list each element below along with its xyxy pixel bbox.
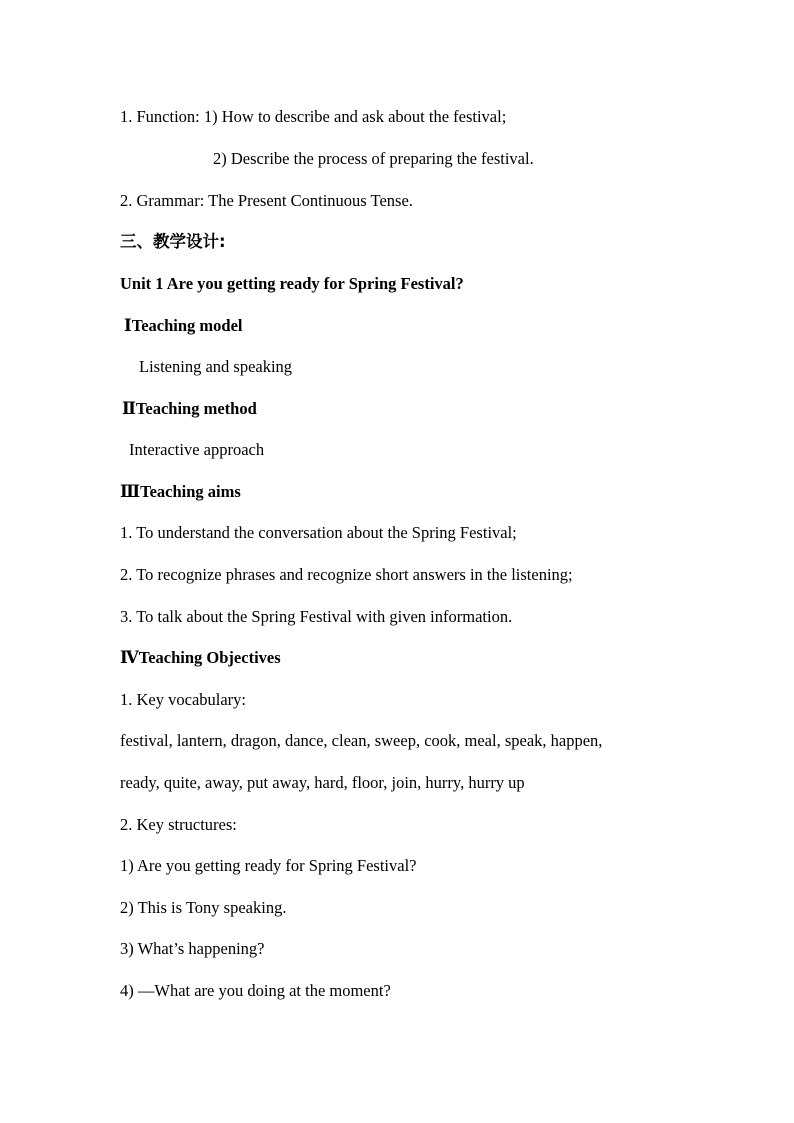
structure-item: 2) This is Tony speaking. — [120, 898, 287, 917]
teaching-aim-item: 3. To talk about the Spring Festival with given information. — [120, 607, 513, 626]
section-heading: 三、教学设计: — [120, 232, 226, 251]
structure-item: 4) —What are you doing at the moment? — [120, 981, 391, 1000]
structure-item: 3) What’s happening? — [120, 939, 265, 958]
teaching-model-content: Listening and speaking — [139, 357, 293, 376]
teaching-model-heading: ⅠTeaching model — [124, 316, 243, 335]
teaching-objectives-heading: ⅣTeaching Objectives — [120, 648, 281, 667]
teaching-method-heading: ⅡTeaching method — [122, 399, 257, 418]
vocab-line: ready, quite, away, put away, hard, floor, join, hurry, hurry up — [120, 773, 525, 792]
grammar-line: 2. Grammar: The Present Continuous Tense. — [120, 191, 413, 210]
teaching-aim-item: 2. To recognize phrases and recognize short answers in the listening; — [120, 565, 573, 584]
vocab-line: festival, lantern, dragon, dance, clean, sweep, cook, meal, speak, happen, — [120, 731, 603, 750]
unit-title: Unit 1 Are you getting ready for Spring Festival? — [120, 274, 464, 293]
function-line: 1. Function: 1) How to describe and ask about the festival; — [120, 107, 507, 126]
function-line-2: 2) Describe the process of preparing the festival. — [213, 149, 534, 168]
structures-label: 2. Key structures: — [120, 815, 237, 834]
teaching-method-content: Interactive approach — [129, 440, 265, 459]
teaching-aims-heading: ⅢTeaching aims — [120, 482, 241, 501]
structure-item: 1) Are you getting ready for Spring Festival? — [120, 856, 417, 875]
vocab-label: 1. Key vocabulary: — [120, 690, 246, 709]
teaching-aim-item: 1. To understand the conversation about the Spring Festival; — [120, 523, 517, 542]
